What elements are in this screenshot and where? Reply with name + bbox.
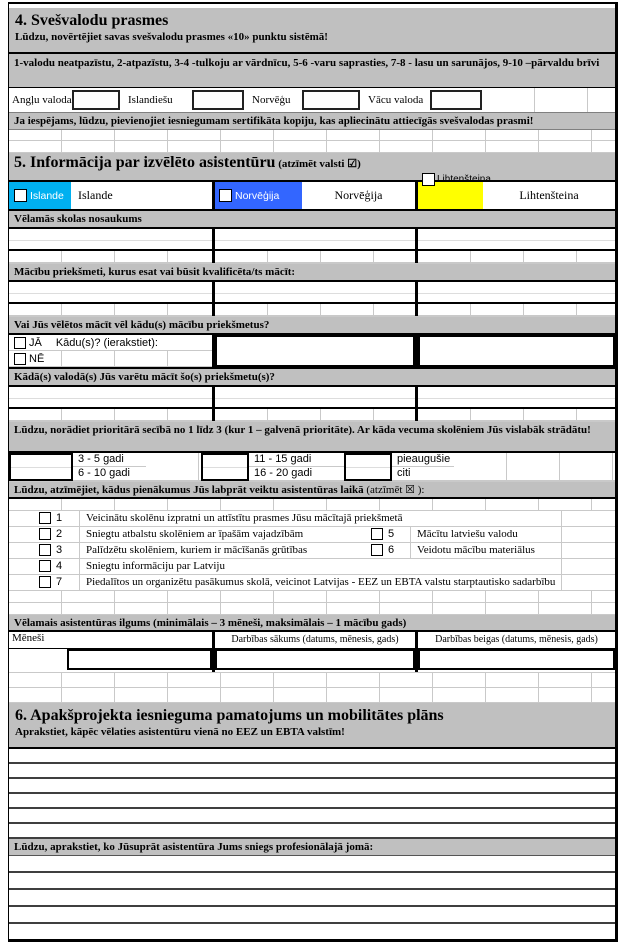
country-choice-row xyxy=(9,174,615,211)
duty-row-4 xyxy=(9,559,615,575)
yes-label: JĀ xyxy=(29,336,42,349)
duty-row-2 xyxy=(9,527,615,543)
section5-title-note: (atzīmēt valsti ☑) xyxy=(278,158,361,170)
age-group-label: 16 - 20 gadi xyxy=(249,467,344,481)
application-form xyxy=(8,2,618,942)
teaching-language-input-1[interactable] xyxy=(9,387,212,409)
age-group-label: pieaugušie xyxy=(392,453,454,467)
professional-benefit-label: Lūdzu, aprakstiet, ko Jūsuprāt asistentūra Jums sniegs profesionālajā jomā: xyxy=(9,839,615,856)
liechtenstein-checkbox-overlay xyxy=(422,173,491,186)
liechtenstein-checkbox-label: Lihtenšteina xyxy=(437,174,491,185)
norway-cell-label: Norvēģija xyxy=(334,188,383,202)
duty-7-number: 7 xyxy=(56,576,63,588)
liechtenstein-checkbox[interactable] xyxy=(422,173,435,186)
school-name-label: Vēlamās skolas nosaukums xyxy=(9,211,615,229)
months-input[interactable] xyxy=(67,649,212,670)
age-priority-table xyxy=(9,453,615,482)
yes-no-block xyxy=(9,335,615,369)
grid-filler xyxy=(215,251,415,263)
norway-checkbox[interactable] xyxy=(219,189,232,202)
empty-grid-row xyxy=(9,673,615,688)
norway-cell xyxy=(302,182,415,209)
writing-line[interactable] xyxy=(9,924,615,942)
grid-filler xyxy=(418,304,615,316)
language-label-english: Angļu valoda xyxy=(12,94,72,106)
language-label-norwegian: Norvēģu xyxy=(252,94,291,106)
teaching-language-answer-block xyxy=(9,387,615,422)
duty-2-number: 2 xyxy=(56,528,63,540)
more-subjects-input-2[interactable] xyxy=(215,335,415,367)
language-label-german: Vācu valoda xyxy=(368,94,424,106)
more-subjects-input-3[interactable] xyxy=(418,335,615,367)
duty-1-checkbox[interactable] xyxy=(39,512,51,524)
writing-line[interactable] xyxy=(9,764,615,779)
grid-filler xyxy=(215,409,415,421)
duty-3-text: Palīdzētu skolēniem, kuriem ir mācīšanās grūtības xyxy=(79,543,362,558)
school-name-answer-block xyxy=(9,229,615,264)
duty-row-7 xyxy=(9,575,615,591)
section4-subtitle: Lūdzu, novērtējiet savas svešvalodu prasmes «10» punktu sistēmā! xyxy=(15,31,328,43)
empty-grid-row xyxy=(9,688,615,703)
writing-line[interactable] xyxy=(9,809,615,824)
liechtenstein-cell-label: Lihtenšteina xyxy=(519,188,579,202)
yes-checkbox[interactable] xyxy=(14,337,26,349)
section6-header xyxy=(9,703,615,749)
age-group-label: citi xyxy=(392,467,454,481)
duty-4-text: Sniegtu informāciju par Latviju xyxy=(79,559,613,574)
empty-grid-row xyxy=(9,499,615,511)
section6-subtitle: Aprakstiet, kāpēc vēlaties asistentūru vienā no EEZ un EBTA valstīm! xyxy=(15,726,345,738)
german-score-input[interactable] xyxy=(430,90,482,110)
icelandic-score-input[interactable] xyxy=(192,90,244,110)
duration-subheader xyxy=(9,632,615,649)
duty-2-checkbox[interactable] xyxy=(39,528,51,540)
subjects-label: Mācību priekšmeti, kurus esat vai būsit kvalificēta/ts mācīt: xyxy=(9,264,615,282)
empty-grid-row xyxy=(9,591,615,603)
writing-line[interactable] xyxy=(9,907,615,924)
duty-4-number: 4 xyxy=(56,560,63,572)
start-date-input[interactable] xyxy=(215,649,415,670)
duty-7-checkbox[interactable] xyxy=(39,576,51,588)
duty-row-1 xyxy=(9,511,615,527)
section5-header xyxy=(9,153,615,182)
age-group-labels-col3 xyxy=(392,453,454,481)
age-group-label: 11 - 15 gadi xyxy=(249,453,344,467)
age-group-label: 3 - 5 gadi xyxy=(73,453,146,467)
liechtenstein-cell xyxy=(483,182,615,209)
subjects-answer-block xyxy=(9,282,615,317)
norway-checkbox-block xyxy=(215,182,302,209)
duty-7-text: Piedalītos un organizētu pasākumus skolā, veicinot Latvijas - EEZ un EBTA valstu starptautisko sadarbību xyxy=(79,575,613,590)
language-label-icelandic: Islandiešu xyxy=(128,94,173,106)
grid-filler xyxy=(215,304,415,316)
school-name-input-2[interactable] xyxy=(215,229,415,251)
writing-line[interactable] xyxy=(9,856,615,873)
subjects-input-3[interactable] xyxy=(418,282,615,304)
duty-3-checkbox[interactable] xyxy=(39,544,51,556)
school-name-input-3[interactable] xyxy=(418,229,615,251)
duties-label-text: Lūdzu, atzīmējiet, kādus pienākumus Jūs labprāt veiktu asistentūras laikā xyxy=(14,484,364,496)
teaching-language-label: Kādā(s) valodā(s) Jūs varētu mācīt šo(s) priekšmetu(s)? xyxy=(9,369,615,387)
section4-header xyxy=(9,8,615,54)
empty-grid-row xyxy=(9,603,615,615)
section5-title: 5. Informācija par izvēlēto asistentūru xyxy=(14,154,276,171)
school-name-input-1[interactable] xyxy=(9,229,212,251)
writing-line[interactable] xyxy=(9,890,615,907)
grid-filler xyxy=(418,409,615,421)
iceland-cell-label: Islande xyxy=(78,188,113,202)
duty-1-number: 1 xyxy=(56,512,63,524)
duty-2-text: Sniegtu atbalstu skolēniem ar īpašām vajadzībām xyxy=(79,527,362,542)
duty-6-checkbox[interactable] xyxy=(371,544,383,556)
writing-line[interactable] xyxy=(9,824,615,839)
duration-input-row xyxy=(9,649,615,673)
more-subjects-label: Vai Jūs vēlētos mācīt vēl kādu(s) mācību priekšmetus? xyxy=(9,317,615,335)
writing-line[interactable] xyxy=(9,749,615,764)
duty-3-number: 3 xyxy=(56,544,63,556)
age-group-label: 6 - 10 gadi xyxy=(73,467,146,481)
liechtenstein-checkbox-block xyxy=(418,174,491,209)
grid-filler xyxy=(9,409,212,421)
duration-col-start: Darbības sākums (datums, mēnesis, gads) xyxy=(231,634,399,645)
iceland-cell xyxy=(71,182,212,209)
empty-grid-cells xyxy=(482,88,615,112)
age-priority-note: Lūdzu, norādiet prioritārā secībā no 1 līdz 3 (kur 1 – galvenā prioritāte). Ar kāda vecuma skolēniem Jūs vislabāk strādātu! xyxy=(9,422,615,453)
writing-line[interactable] xyxy=(9,794,615,809)
iceland-checkbox[interactable] xyxy=(14,189,27,202)
writing-line[interactable] xyxy=(9,779,615,794)
duties-label-note: (atzīmēt ☒ ): xyxy=(366,484,425,496)
duty-5-checkbox[interactable] xyxy=(371,528,383,540)
teaching-language-input-3[interactable] xyxy=(418,387,615,409)
yes-no-column xyxy=(9,335,212,367)
empty-grid-row xyxy=(9,130,615,141)
subjects-input-2[interactable] xyxy=(215,282,415,304)
section4-title: 4. Svešvalodu prasmes xyxy=(15,12,169,29)
no-checkbox[interactable] xyxy=(14,353,26,365)
duties-label xyxy=(9,482,615,499)
age-priority-input-col2[interactable] xyxy=(201,453,249,481)
norway-checkbox-label: Norvēģija xyxy=(235,189,280,202)
duty-1-text: Veicinātu skolēnu izpratni un attīstītu prasmes Jūsu mācītajā priekšmetā xyxy=(79,511,613,526)
iceland-checkbox-block xyxy=(9,182,71,209)
duty-6-text: Veidotu mācību materiālus xyxy=(410,543,535,558)
section6-title: 6. Apakšprojekta iesnieguma pamatojums un mobilitātes plāns xyxy=(15,707,444,724)
grid-filler xyxy=(9,251,212,263)
age-group-labels-col1 xyxy=(73,453,146,481)
teaching-language-input-2[interactable] xyxy=(215,387,415,409)
age-group-labels-col2 xyxy=(249,453,344,481)
duty-row-3 xyxy=(9,543,615,559)
grid-filler xyxy=(146,453,201,481)
language-skill-row xyxy=(9,88,615,113)
section4-scale-note: 1-valodu neatpazīstu, 2-atpazīstu, 3-4 -tulkoju ar vārdnīcu, 5-6 -varu saprasties, 7-8 - lasu un sarunājos, 9-10 –pārvaldu brīvi xyxy=(9,54,615,88)
duration-col-months: Mēneši xyxy=(12,632,45,644)
no-row xyxy=(9,351,212,367)
writing-line[interactable] xyxy=(9,873,615,890)
subjects-input-1[interactable] xyxy=(9,282,212,304)
yes-row xyxy=(9,335,212,351)
certificate-note: Ja iespējams, lūdzu, pievienojiet iesniegumam sertifikāta kopiju, kas apliecinātu attiecīgās svešvalodas prasmi! xyxy=(9,113,615,130)
no-label: NĒ xyxy=(29,352,45,365)
yes-note: Kādu(s)? (ierakstiet): xyxy=(55,336,158,349)
duration-label: Vēlamais asistentūras ilgums (minimālais – 3 mēneši, maksimālais – 1 mācību gads) xyxy=(9,615,615,632)
age-priority-input-col3[interactable] xyxy=(344,453,392,481)
duty-6-number: 6 xyxy=(388,544,395,556)
iceland-checkbox-label: Islande xyxy=(30,189,64,202)
english-score-input[interactable] xyxy=(72,90,120,110)
grid-filler xyxy=(9,304,212,316)
grid-filler xyxy=(418,251,615,263)
empty-grid-row xyxy=(9,141,615,153)
duty-4-checkbox[interactable] xyxy=(39,560,51,572)
norwegian-score-input[interactable] xyxy=(302,90,360,110)
duty-5-text: Mācītu latviešu valodu xyxy=(410,527,518,542)
duty-5-number: 5 xyxy=(388,528,395,540)
duration-col-end: Darbības beigas (datums, mēnesis, gads) xyxy=(435,634,598,645)
grid-filler xyxy=(454,453,615,481)
end-date-input[interactable] xyxy=(418,649,615,670)
age-priority-input-col1[interactable] xyxy=(9,453,73,481)
